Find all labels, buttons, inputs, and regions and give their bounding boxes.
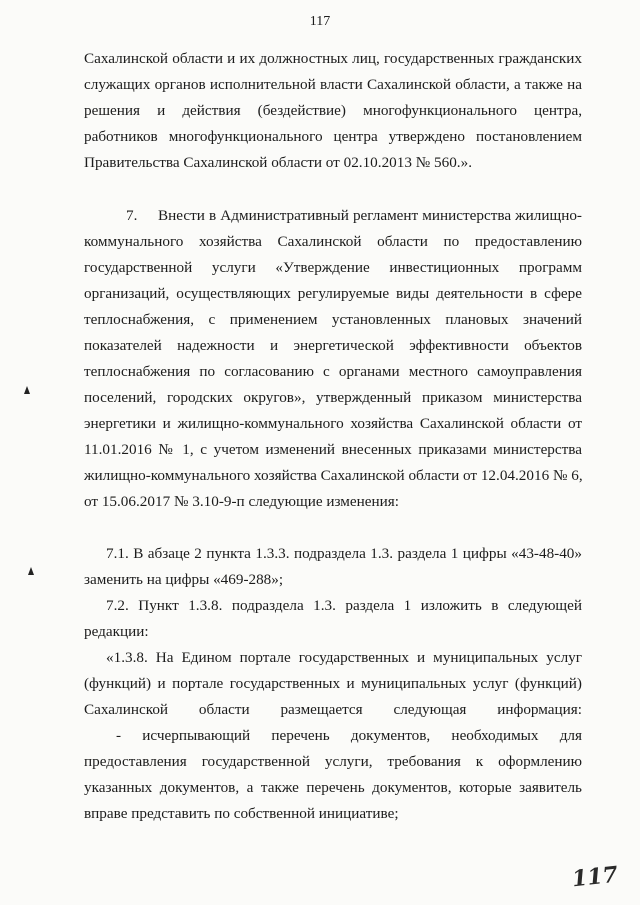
intro-line: служащих органов исполнительной власти Сахалинской области, а также на xyxy=(84,76,582,93)
item-7-line: жилищно-коммунального хозяйства Сахалинской области от 12.04.2016 № 6, xyxy=(84,467,583,484)
item-7-2-line: редакции: xyxy=(84,623,149,640)
quote-line: Сахалинской области размещается следующая информация: xyxy=(84,701,582,718)
item-7-line: теплоснабжения по согласованию с органами местного самоуправления xyxy=(84,363,582,380)
quote-line: указанных документов, а также перечень документов, которые заявитель xyxy=(84,779,582,796)
item-7-line: 11.01.2016 № 1, с учетом изменений внесенных приказами министерства xyxy=(84,441,582,458)
item-7-2-line: 7.2. Пункт 1.3.8. подраздела 1.3. раздела 1 изложить в следующей xyxy=(106,597,582,614)
margin-mark xyxy=(28,567,34,575)
item-7-line: государственной услуги «Утверждение инвестиционных программ xyxy=(84,259,582,276)
item-7-line: теплоснабжения, с применением установленных плановых значений xyxy=(84,311,582,328)
item-7-line: от 15.06.2017 № 3.10-9-п следующие изменения: xyxy=(84,493,399,510)
item-7-first-line: Внести в Административный регламент министерства жилищно- xyxy=(158,207,582,224)
item-7-line: коммунального хозяйства Сахалинской области по предоставлению xyxy=(84,233,582,250)
item-7-line: поселений, городских округов», утвержденный приказом министерства xyxy=(84,389,582,406)
quote-line: вправе представить по собственной инициативе; xyxy=(84,805,399,822)
intro-line: решения и действия (бездействие) многофункционального центра, xyxy=(84,102,582,119)
item-7-1-line: 7.1. В абзаце 2 пункта 1.3.3. подраздела 1.3. раздела 1 цифры «43-48-40» xyxy=(106,545,582,562)
item-7-number: 7. xyxy=(126,207,138,224)
intro-line: работников многофункционального центра утверждено постановлением xyxy=(84,128,582,145)
quote-line: - исчерпывающий перечень документов, необходимых для xyxy=(116,727,582,744)
quote-line: предоставления государственной услуги, требования к оформлению xyxy=(84,753,582,770)
item-7-line: энергетики и жилищно-коммунального хозяйства Сахалинской области от xyxy=(84,415,582,432)
item-7-line: организаций, осуществляющих регулируемые виды деятельности в сфере xyxy=(84,285,582,302)
quote-line: (функций) и портале государственных и муниципальных услуг (функций) xyxy=(84,675,582,692)
item-7-line: показателей надежности и энергетической эффективности объектов xyxy=(84,337,582,354)
intro-line: Сахалинской области и их должностных лиц, государственных гражданских xyxy=(84,50,582,67)
page-number: 117 xyxy=(309,14,331,29)
item-7-1-line: заменить на цифры «469-288»; xyxy=(84,571,284,588)
intro-line: Правительства Сахалинской области от 02.10.2013 № 560.». xyxy=(84,154,472,171)
margin-mark xyxy=(24,386,30,394)
quote-line: «1.3.8. На Едином портале государственных и муниципальных услуг xyxy=(106,649,582,666)
handwritten-page-number: 117 xyxy=(570,861,620,893)
